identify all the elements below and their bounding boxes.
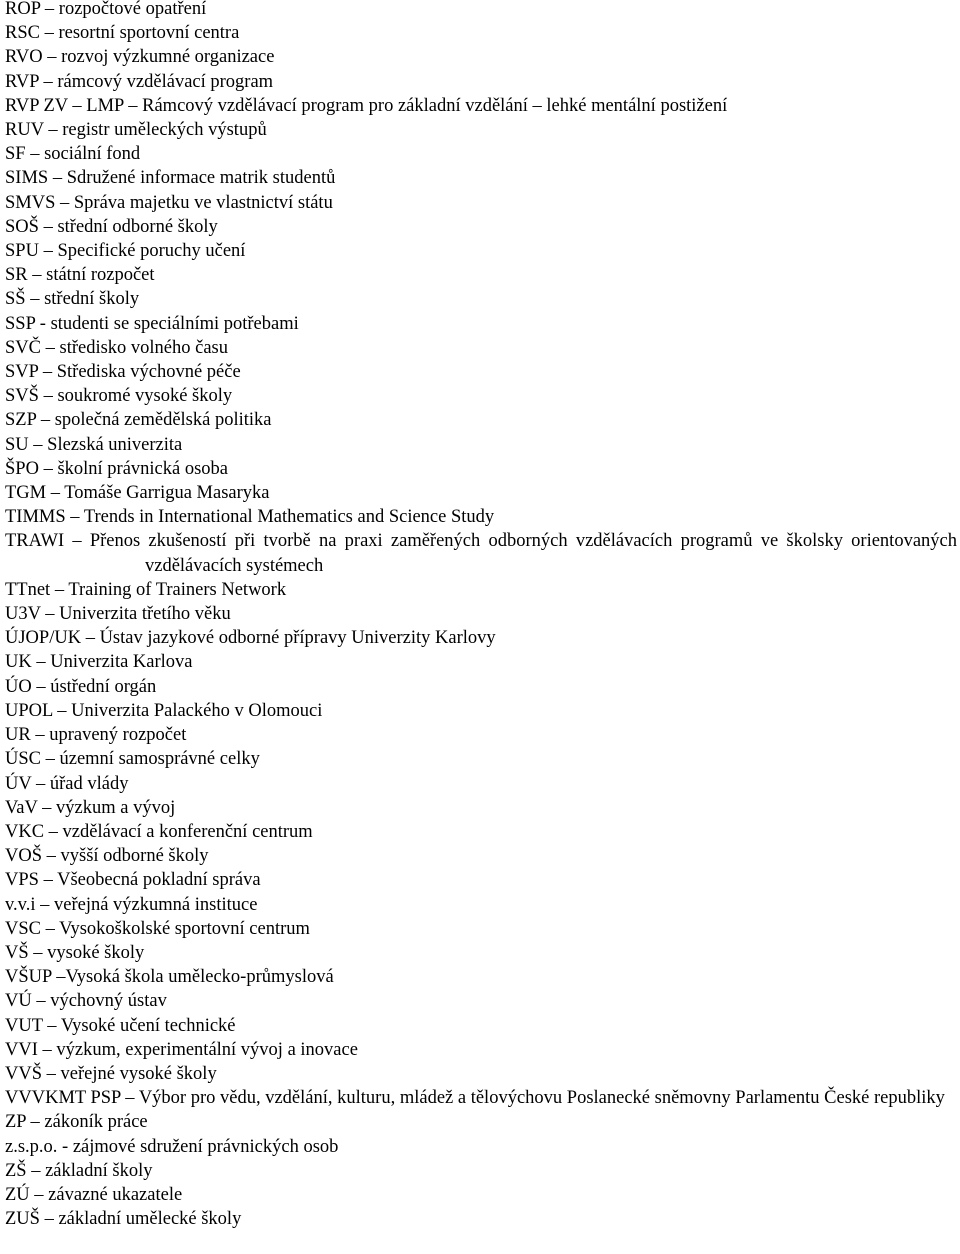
- list-item: RUV – registr uměleckých výstupů: [5, 120, 267, 141]
- list-item: VUT – Vysoké učení technické: [5, 1015, 236, 1036]
- list-item: VVŠ – veřejné vysoké školy: [5, 1063, 217, 1084]
- list-item: U3V – Univerzita třetího věku: [5, 604, 231, 625]
- list-item: SSP - studenti se speciálními potřebami: [5, 313, 299, 334]
- list-item: RVO – rozvoj výzkumné organizace: [5, 47, 275, 68]
- list-item: ZUŠ – základní umělecké školy: [5, 1209, 242, 1230]
- list-item: ÚV – úřad vlády: [5, 773, 129, 794]
- list-item: ZÚ – závazné ukazatele: [5, 1184, 183, 1205]
- list-item: ÚSC – územní samosprávné celky: [5, 749, 260, 770]
- list-item: SR – státní rozpočet: [5, 265, 155, 286]
- list-item: SŠ – střední školy: [5, 289, 140, 310]
- list-item: RVP – rámcový vzdělávací program: [5, 71, 274, 92]
- list-item: SVŠ – soukromé vysoké školy: [5, 386, 233, 407]
- list-item: SU – Slezská univerzita: [5, 434, 183, 455]
- list-item: ZP – zákoník práce: [5, 1112, 148, 1133]
- list-item: TIMMS – Trends in International Mathematics and Science Study: [5, 507, 495, 528]
- list-item: ZŠ – základní školy: [5, 1160, 153, 1181]
- list-item: VÚ – výchovný ústav: [5, 991, 167, 1012]
- list-item: SOŠ – střední odborné školy: [5, 216, 218, 237]
- list-item: VOŠ – vyšší odborné školy: [5, 846, 209, 867]
- list-item: VŠUP –Vysoká škola umělecko-průmyslová: [5, 967, 334, 988]
- list-item: ROP – rozpočtové opatření: [5, 0, 207, 19]
- list-item-trawi: TRAWI – Přenos zkušeností při tvorbě na praxi zaměřených odborných vzdělávacích programů ve školsky orientovaných vzdělávacích systémech: [5, 531, 957, 576]
- list-item: VKC – vzdělávací a konferenční centrum: [5, 821, 313, 842]
- list-item: ŠPO – školní právnická osoba: [5, 458, 229, 479]
- list-item: VVI – výzkum, experimentální vývoj a inovace: [5, 1039, 358, 1060]
- list-item: v.v.i – veřejná výzkumná instituce: [5, 894, 258, 915]
- list-item: UK – Univerzita Karlova: [5, 652, 193, 673]
- list-item: RVP ZV – LMP – Rámcový vzdělávací program pro základní vzdělání – lehké mentální postižení: [5, 95, 728, 116]
- list-item: ÚO – ústřední orgán: [5, 676, 157, 697]
- list-item: SVČ – středisko volného času: [5, 337, 229, 358]
- list-item-vvvkmt: VVVKMT PSP – Výbor pro vědu, vzdělání, kulturu, mládež a tělovýchovu Poslanecké sněmovny Parlamentu České republiky: [5, 1088, 945, 1109]
- list-item: TTnet – Training of Trainers Network: [5, 579, 287, 600]
- abbreviation-list: [5, 0, 957, 1231]
- list-item: SZP – společná zemědělská politika: [5, 410, 272, 431]
- list-item: SPU – Specifické poruchy učení: [5, 241, 246, 262]
- list-item: z.s.p.o. - zájmové sdružení právnických osob: [5, 1136, 339, 1157]
- list-item: SIMS – Sdružené informace matrik studentů: [5, 168, 336, 189]
- list-item: UPOL – Univerzita Palackého v Olomouci: [5, 700, 323, 721]
- list-item: UR – upravený rozpočet: [5, 725, 187, 746]
- list-item: ÚJOP/UK – Ústav jazykové odborné přípravy Univerzity Karlovy: [5, 628, 496, 649]
- list-item: SF – sociální fond: [5, 144, 141, 165]
- list-item: VŠ – vysoké školy: [5, 942, 145, 963]
- list-item: SMVS – Správa majetku ve vlastnictví státu: [5, 192, 333, 213]
- list-item: VPS – Všeobecná pokladní správa: [5, 870, 261, 891]
- list-item: RSC – resortní sportovní centra: [5, 23, 240, 44]
- list-item: SVP – Střediska výchovné péče: [5, 362, 241, 383]
- list-item: VaV – výzkum a vývoj: [5, 797, 176, 818]
- list-item: TGM – Tomáše Garrigua Masaryka: [5, 483, 270, 504]
- list-item: VSC – Vysokoškolské sportovní centrum: [5, 918, 310, 939]
